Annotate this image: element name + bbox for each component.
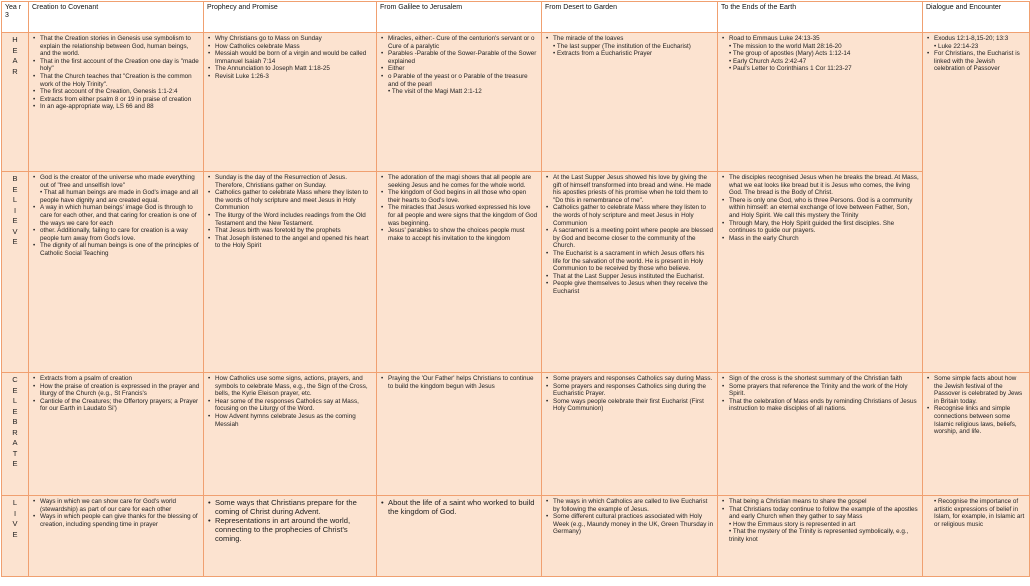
row-label-letter: R [12,66,18,76]
row-label-believe [2,172,29,373]
list-item: • Either [388,65,538,73]
column-header: To the Ends of the Earth [718,2,923,33]
list-item: • Canticle of the Creatures; the Offertory prayers; a Prayer for our Earth in Laudato Si') [40,398,200,413]
list-item: • Some different cultural practices associated with Holy Week (e.g., Maundy money in the UK, Green Thursday in Germany) [553,513,714,536]
list-item: • Catholics gather to celebrate Mass where they listen to the words of holy scripture and meet Jesus in Holy Communion [553,204,714,227]
year-header: Yea r 3 [2,2,29,33]
list-item: • Revisit Luke 1:26-3 [215,73,373,81]
cell-live-col4 [542,496,718,577]
bullet-list [545,498,714,536]
row-label-celebrate [2,373,29,496]
cell-believe-col5 [718,172,923,373]
column-header: Creation to Covenant [29,2,204,33]
bullet-list [545,174,714,296]
list-item: • Some ways people celebrate their first Eucharist (First Holy Communion) [553,398,714,413]
row-label-letter: V [12,226,18,236]
list-item: • That in the first account of the Creation one day is "made holy" [40,58,200,73]
bullet-list [207,35,373,81]
list-item: • Ways in which we can show care for God's world (stewardship) as part of our care for each other [40,498,200,513]
list-item: • Hear some of the responses Catholics say at Mass, focusing on the Liturgy of the Word. [215,398,373,413]
list-item: • There is only one God, who is three Persons. God is a community within himself: an eternal exchange of love between Father, Son, and Holy Spirit. We call this mystery the Trinity [729,197,919,220]
list-item: • Luke 22:14-23 [934,42,979,50]
bullet-list [32,498,200,528]
list-item: • Catholics gather to celebrate Mass where they listen to the words of holy scripture and meet Jesus in Holy Communion [215,189,373,212]
column-header: Prophecy and Promise [204,2,377,33]
bullet-list [545,375,714,413]
list-item: • How the praise of creation is expressed in the prayer and liturgy of the Church (e.g., St Francis's [40,383,200,398]
list-item: • Extracts from a psalm of creation [40,375,200,383]
row-label-letter: H [12,35,18,44]
row-label-letter: T [12,448,18,458]
list-item: • How Catholics celebrate Mass [215,43,373,51]
bullet-list [207,375,373,428]
row-label-letter: E [12,459,18,468]
list-item: • The liturgy of the Word includes readings from the Old Testament and the New Testament. [215,212,373,227]
column-header: From Desert to Garden [542,2,718,33]
cell-live-col1 [29,496,204,577]
list-item: • Paul's Letter to Corinthians 1 Cor 11:23-27 [729,65,852,73]
list-item: • The first account of the Creation, Genesis 1:1-2:4 [40,88,200,96]
cell-believe-col4 [542,172,718,373]
cell-live-col5 [718,496,923,577]
row-label-letter: L [12,195,18,204]
cell-believe-col3 [377,172,542,373]
row-label-letter: E [12,45,18,55]
row-label-letter: E [12,529,18,539]
row-label-letter: R [12,427,18,437]
row-label-hear [2,33,29,172]
row-label-letter: E [12,406,18,416]
list-item: • Mass in the early Church [729,235,919,243]
list-item: • For Christians, the Eucharist is linked with the Jewish celebration of Passover [934,50,1026,73]
list-item: • The miracle of the loaves [553,35,714,43]
list-item: • That at the Last Supper Jesus instituted the Eucharist. [553,273,714,281]
list-item: • Early Church Acts 2:42-47 [729,57,807,65]
list-item: • The Annunciation to Joseph Matt 1:18-25 [215,65,373,73]
list-item: • Parables -Parable of the Sower-Parable of the Sower explained [388,50,538,65]
list-item: • Some simple facts about how the Jewish festival of the Passover is celebrated by Jews in Britain today. [934,375,1026,405]
list-item: • In an age-appropriate way, LS 66 and 88 [40,103,200,111]
row-label-letter: I [13,508,17,518]
list-item: • Some prayers and responses Catholics sing during the Eucharistic Prayer. [553,383,714,398]
list-item: • How Catholics use some signs, actions, prayers, and symbols to celebrate Mass, e.g., the Sign of the Cross, bells, the Kyrie Eleison prayer, etc. [215,375,373,398]
list-item: • other. Additionally, failing to care for creation is a way people turn away from God's love. [40,227,200,242]
list-item: • The miracles that Jesus worked expressed his love for all people and were signs that the kingdom of God was beginning. [388,204,538,227]
list-item: • Miracles, either:- Cure of the centurion's servant or o Cure of a paralytic [388,35,538,50]
list-item: • Sign of the cross is the shortest summary of the Christian faith [729,375,919,383]
cell-hear-col1 [29,33,204,172]
list-item: • The adoration of the magi shows that all people are seeking Jesus and he comes for the whole world. [388,174,538,189]
column-header: From Galilee to Jerusalem [377,2,542,33]
bullet-list [721,498,919,544]
row-label-letter: E [12,216,18,225]
row-label-letter: E [12,237,18,246]
row-label-letter: E [12,184,18,194]
bullet-list [926,498,1026,528]
curriculum-table [1,1,1030,577]
row-label-letter: B [12,174,18,183]
cell-hear-col3 [377,33,542,172]
row-label-letter: B [12,417,18,426]
list-item: • Extracts from a Eucharistic Prayer [553,50,653,58]
list-item: • Sunday is the day of the Resurrection of Jesus. Therefore, Christians gather on Sunday. [215,174,373,189]
bullet-list [380,35,538,96]
bullet-list [32,174,200,258]
list-item: • That Christians today continue to follow the example of the apostles and early Church when they gather to say Mass [729,506,919,521]
list-item: • Jesus' parables to show the choices people must make to accept his invitation to the kingdom [388,227,538,242]
list-item: • Extracts from either psalm 8 or 19 in praise of creation [40,96,200,104]
list-item: • A way in which human beings' image God is through to care for each other, and that caring for creation is one of the ways we care for each [40,204,200,227]
cell-celebrate-col4 [542,373,718,496]
row-label-letter: A [12,438,18,447]
list-item: • Representations in art around the world, connecting to the prophecies of Christ's coming. [215,516,373,543]
bullet-list [380,174,538,242]
row-hear [2,33,1030,172]
cell-celebrate-col3 [377,373,542,496]
list-item: • Some prayers that reference the Trinity and the work of the Holy Spirit. [729,383,919,398]
row-label-letter: I [13,205,17,215]
header-row [2,2,1030,33]
list-item: • That the Church teaches that "Creation is the common work of the Holy Trinity". [40,73,200,88]
row-label-live [2,496,29,577]
bullet-list [926,35,1026,73]
row-live [2,496,1030,577]
cell-hear-col5 [718,33,923,172]
list-item: • Recognise links and simple connections between some Islamic religious laws, beliefs, worship, and life. [934,405,1026,435]
list-item: • The disciples recognised Jesus when he breaks the bread. At Mass, what we eat looks like bread but it is Jesus who comes, the living God. The bread is the Body of Christ. [729,174,919,197]
list-item: • At the Last Supper Jesus showed his love by giving the gift of himself transformed into bread and wine. He made his apostles priests of his promise when he told them to "Do this in remembrance of me". [553,174,714,204]
list-item: • That Joseph listened to the angel and opened his heart to the Holy Spirit [215,235,373,250]
list-item: • The group of apostles (Mary) Acts 1:12-14 [729,50,851,58]
row-label-letter: V [12,519,18,528]
cell-live-col6 [923,496,1030,577]
column-header: Dialogue and Encounter [923,2,1030,33]
bullet-list [721,375,919,413]
bullet-list [207,498,373,543]
bullet-list [380,498,538,516]
list-item: • That Jesus birth was foretold by the prophets [215,227,373,235]
cell-hear-col2 [204,33,377,172]
row-label-letter: C [12,375,18,384]
row-label-letter: L [12,396,18,405]
list-item: • That the Creation stories in Genesis use symbolism to explain the relationship between God, human beings, and the world. [40,35,200,58]
list-item: • God is the creator of the universe who made everything out of "free and unselfish love" [40,174,200,189]
cell-believe-col2 [204,172,377,373]
list-item: • Praying the 'Our Father' helps Christians to continue to build the kingdom begun with Jesus [388,375,538,390]
list-item: • The ways in which Catholics are called to live Eucharist by following the example of Jesus. [553,498,714,513]
list-item: • People give themselves to Jesus when they receive the Eucharist [553,280,714,295]
row-label-letter: A [12,56,18,65]
bullet-list [32,375,200,413]
list-item: • A sacrament is a meeting point where people are blessed by God and become closer to the community of the Church. [553,227,714,250]
bullet-list [721,35,919,73]
list-item: • That being a Christian means to share the gospel [729,498,919,506]
list-item: • Through Mary, the Holy Spirit guided the first disciples. She continues to guide our prayers. [729,220,919,235]
cell-believe-col1 [29,172,204,373]
row-label-letter: E [12,385,18,395]
list-item: • Messiah would be born of a virgin and would be called Immanuel Isaiah 7:14 [215,50,373,65]
cell-live-col2 [204,496,377,577]
row-label-letter: L [12,498,18,507]
cell-hear-col6 [923,33,1030,373]
list-item: • o Parable of the yeast or o Parable of the treasure and of the pearl [388,73,538,88]
cell-celebrate-col1 [29,373,204,496]
list-item: • The Eucharist is a sacrament in which Jesus offers his life for the salvation of the world. He is present in Holy Communion to be received by those who believe. [553,250,714,273]
list-item: • The kingdom of God begins in all those who open their hearts to God's love. [388,189,538,204]
bullet-list [926,375,1026,436]
cell-celebrate-col6 [923,373,1030,496]
list-item: • Road to Emmaus Luke 24:13-35 [729,35,919,43]
cell-celebrate-col5 [718,373,923,496]
list-item: • That all human beings are made in God's image and all people have dignity and are created equal. [40,189,199,204]
list-item: • That the mystery of the Trinity is represented symbolically, e.g., trinity knot [729,528,909,543]
list-item: • Why Christians go to Mass on Sunday [215,35,373,43]
list-item: • How the Emmaus story is represented in art [729,520,856,528]
bullet-list [721,174,919,242]
list-item: • Ways in which people can give thanks for the blessing of creation, including spending time in prayer [40,513,200,528]
list-item: • The dignity of all human beings is one of the principles of Catholic Social Teaching [40,242,200,257]
list-item: • Some ways that Christians prepare for the coming of Christ during Advent. [215,498,373,516]
bullet-list [207,174,373,250]
list-item: • Exodus 12:1-8,15-20; 13:3 [934,35,1026,43]
bullet-list [32,35,200,111]
row-believe [2,172,1030,373]
cell-celebrate-col2 [204,373,377,496]
list-item: • That the celebration of Mass ends by reminding Christians of Jesus instruction to make disciples of all nations. [729,398,919,413]
list-item: • How Advent hymns celebrate Jesus as the coming Messiah [215,413,373,428]
cell-live-col3 [377,496,542,577]
cell-hear-col4 [542,33,718,172]
list-item: • Some prayers and responses Catholics say during Mass. [553,375,714,383]
list-item: • About the life of a saint who worked to build the kingdom of God. [388,498,538,516]
list-item: • The last supper (The institution of the Eucharist) [553,42,691,50]
list-item: • The mission to the world Matt 28:16-20 [729,42,842,50]
list-item: • The visit of the Magi Matt 2:1-12 [388,88,482,96]
list-item: • Recognise the importance of artistic expressions of belief in Islam, for example, in Islamic art or religious music [934,498,1025,528]
row-celebrate [2,373,1030,496]
bullet-list [545,35,714,58]
bullet-list [380,375,538,390]
